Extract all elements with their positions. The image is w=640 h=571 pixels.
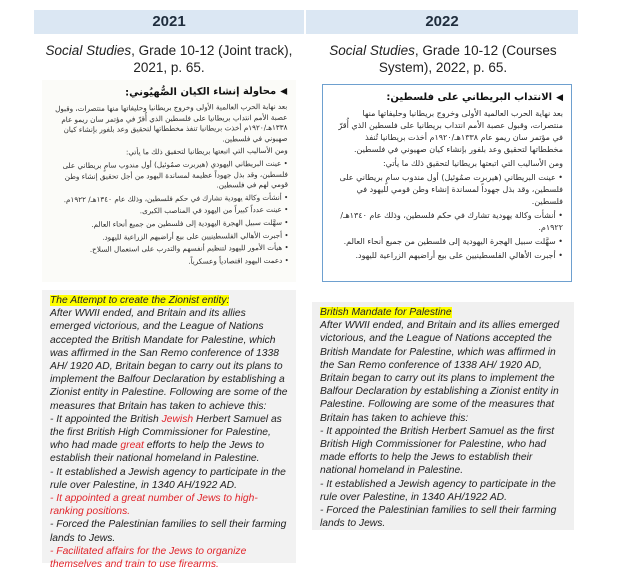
column-header-2021: 2021: [34, 10, 304, 34]
translation-2022: [312, 302, 574, 530]
textbook-scan-2021: [42, 80, 296, 282]
changed-word: Jewish: [161, 413, 194, 425]
translation-bullet: - It appointed the British Herbert Samuel as the first British High Commissioner for Palestine, who had made efforts to help the Jews to establish their national homeland in Palestine.: [320, 425, 555, 477]
scan-paragraph: بعد نهاية الحرب العالمية الأولى وخروج بريطانيا وحليفاتها منها منتصرات، وقبول عصبة الأمم انتداب بريطانيا على فلسطين الذي أُقرّ في مؤتمر سان ريمو عام ١٣٣٨هـ/١٩٢٠م أخذت بريطانيا تُنفذ مخططاتها لتحقيق وعد بلفور بإنشاء كيان صهيوني في فلسطين.: [338, 109, 563, 154]
scan-bullet: • أنشأت وكالة يهودية تشارك في حكم فلسطين، وذلك عام ١٣٤٠هـ/ ١٩٢٢م.: [331, 210, 563, 234]
textbook-scan-2022: [322, 84, 572, 282]
scan-bullet: • أجبرت الأهالي الفلسطينيين على بيع أراضيهم الزراعية لليهود.: [331, 250, 563, 262]
translation-bullet: - Forced the Palestinian families to sell their farming lands to Jews.: [50, 519, 287, 544]
scan-intro: ومن الأساليب التي اتبعتها بريطانيا لتحقيق ذلك ما يأتي:: [382, 159, 563, 168]
translation-paragraph: After WWII ended, and Britain and its allies emerged victorious, and the League of Nations accepted the British Mandate for Palestine, which was affirmed in the San Remo conference of 1338 AH/ 1920 AD, Britain began to carry out its plans to implement the Balfour Declaration by establishing a Zionist entity in Palestine. Following are some of the measures that Britain has taken to achieve this:: [50, 308, 288, 412]
scan-bullet: • أجبرت الأهالي الفلسطينيين على بيع أراضيهم الزراعية لليهود.: [51, 230, 289, 243]
scan-bullet: • سهَّلت سبيل الهجرة اليهودية إلى فلسطين من جميع أنحاء العالم.: [50, 218, 288, 231]
translation-bullet: - It established a Jewish agency to participate in the rule over Palestine, in 1340 AH/1922 AD.: [320, 478, 556, 503]
triangle-icon: ◀: [280, 86, 288, 97]
caption-details: , Grade 10-12 (Joint track), 2021, p. 65.: [131, 43, 293, 75]
changed-word: great: [120, 440, 144, 452]
scan-bullet: • أنشأت وكالة يهودية تشارك في حكم فلسطين، وذلك عام ١٣٤٠هـ/ ١٩٢٢م.: [50, 193, 288, 206]
scan-title: ◀الانتداب البريطاني على فلسطين:: [386, 92, 563, 103]
caption-book-title: Social Studies: [329, 43, 415, 58]
caption-details: , Grade 10-12 (Courses System), 2022, p. 65.: [378, 43, 557, 75]
scan-bullet: • دعمت اليهود اقتصادياً وعسكرياً.: [51, 255, 289, 268]
scan-bullet: • عينت البريطاني اليهودي (هيربرت صمُوئيل) أول مندوب سامٍ بريطاني على فلسطين، وقد بذل جهوداً عظيمة لمساندة اليهود من أجل تحقيق إنشاء وطن قومي لهم في فلسطين.: [50, 159, 288, 193]
scan-intro: ومن الأساليب التي اتبعتها بريطانيا لتحقيق ذلك ما يأتي:: [125, 146, 288, 157]
caption-2022: [310, 42, 576, 76]
column-header-2022: 2022: [306, 10, 578, 34]
scan-paragraph: بعد نهاية الحرب العالمية الأولى وخروج بريطانيا وحليفاتها منها منتصرات، وقبول عصبة الأمم انتداب بريطانيا على فلسطين الذي أُقرّ في مؤتمر سان ريمو عام ١٣٣٨هـ/١٩٢٠م أخذت بريطانيا تنفذ مخططاتها لتحقيق وعد بلفور بإنشاء كيان صهيوني في فلسطين.: [55, 101, 288, 144]
caption-2021: [38, 42, 300, 76]
caption-book-title: Social Studies: [45, 43, 132, 58]
scan-bullet: • عينت البريطاني (هيربرت صمُوئيل) أول مندوب سامٍ بريطاني على فلسطين، وقد بذل جهوداً لمساندة إنشاء وطن قومي لليهود في فلسطين.: [331, 172, 563, 208]
scan-bullet: • سهَّلت سبيل الهجرة اليهودية إلى فلسطين من جميع أنحاء العالم.: [331, 236, 563, 248]
scan-title: ◀محاولة إنشاء الكيان الصُّهيُوني:: [125, 85, 288, 99]
triangle-icon: ◀: [556, 93, 563, 103]
translation-bullet: - It appointed the British Jewish Herbert Samuel as the first British High Commissioner for Palestine, who had made great efforts to help the Jews to establish their national homeland in Palestine.: [50, 413, 282, 465]
translation-paragraph: After WWII ended, and Britain and its allies emerged victorious, and the League of Nations accepted the British Mandate for Palestine, which was affirmed in the San Remo conference of 1338 AH/ 1920 AD, Britain began to carry out its plans to implement the Balfour Declaration by establishing a Zionist entity in Palestine. Following are some of the measures that Britain has taken to achieve this:: [320, 320, 560, 424]
scan-bullet: • هيأت الأمور لليهود لتنظيم أنفسهم والتدرب على استعمال السلاح.: [51, 243, 289, 256]
translation-bullet-removed: - Facilitated affairs for the Jews to organize themselves and train to use firearms.: [50, 545, 247, 571]
translation-bullet: - Forced the Palestinian families to sell their farming lands to Jews.: [320, 505, 557, 530]
scan-bullet: • عينت عدداً كبيراً من اليهود في المناصب الكبرى.: [50, 205, 288, 218]
translation-bullet: - It established a Jewish agency to participate in the rule over Palestine, in 1340 AH/1922 AD.: [50, 466, 286, 491]
translation-bullet-removed: - It appointed a great number of Jews to high-ranking positions.: [50, 493, 258, 518]
translation-2021: [42, 290, 296, 571]
translation-title: The Attempt to create the Zionist entity:: [50, 295, 230, 306]
translation-title: British Mandate for Palestine: [320, 307, 452, 318]
